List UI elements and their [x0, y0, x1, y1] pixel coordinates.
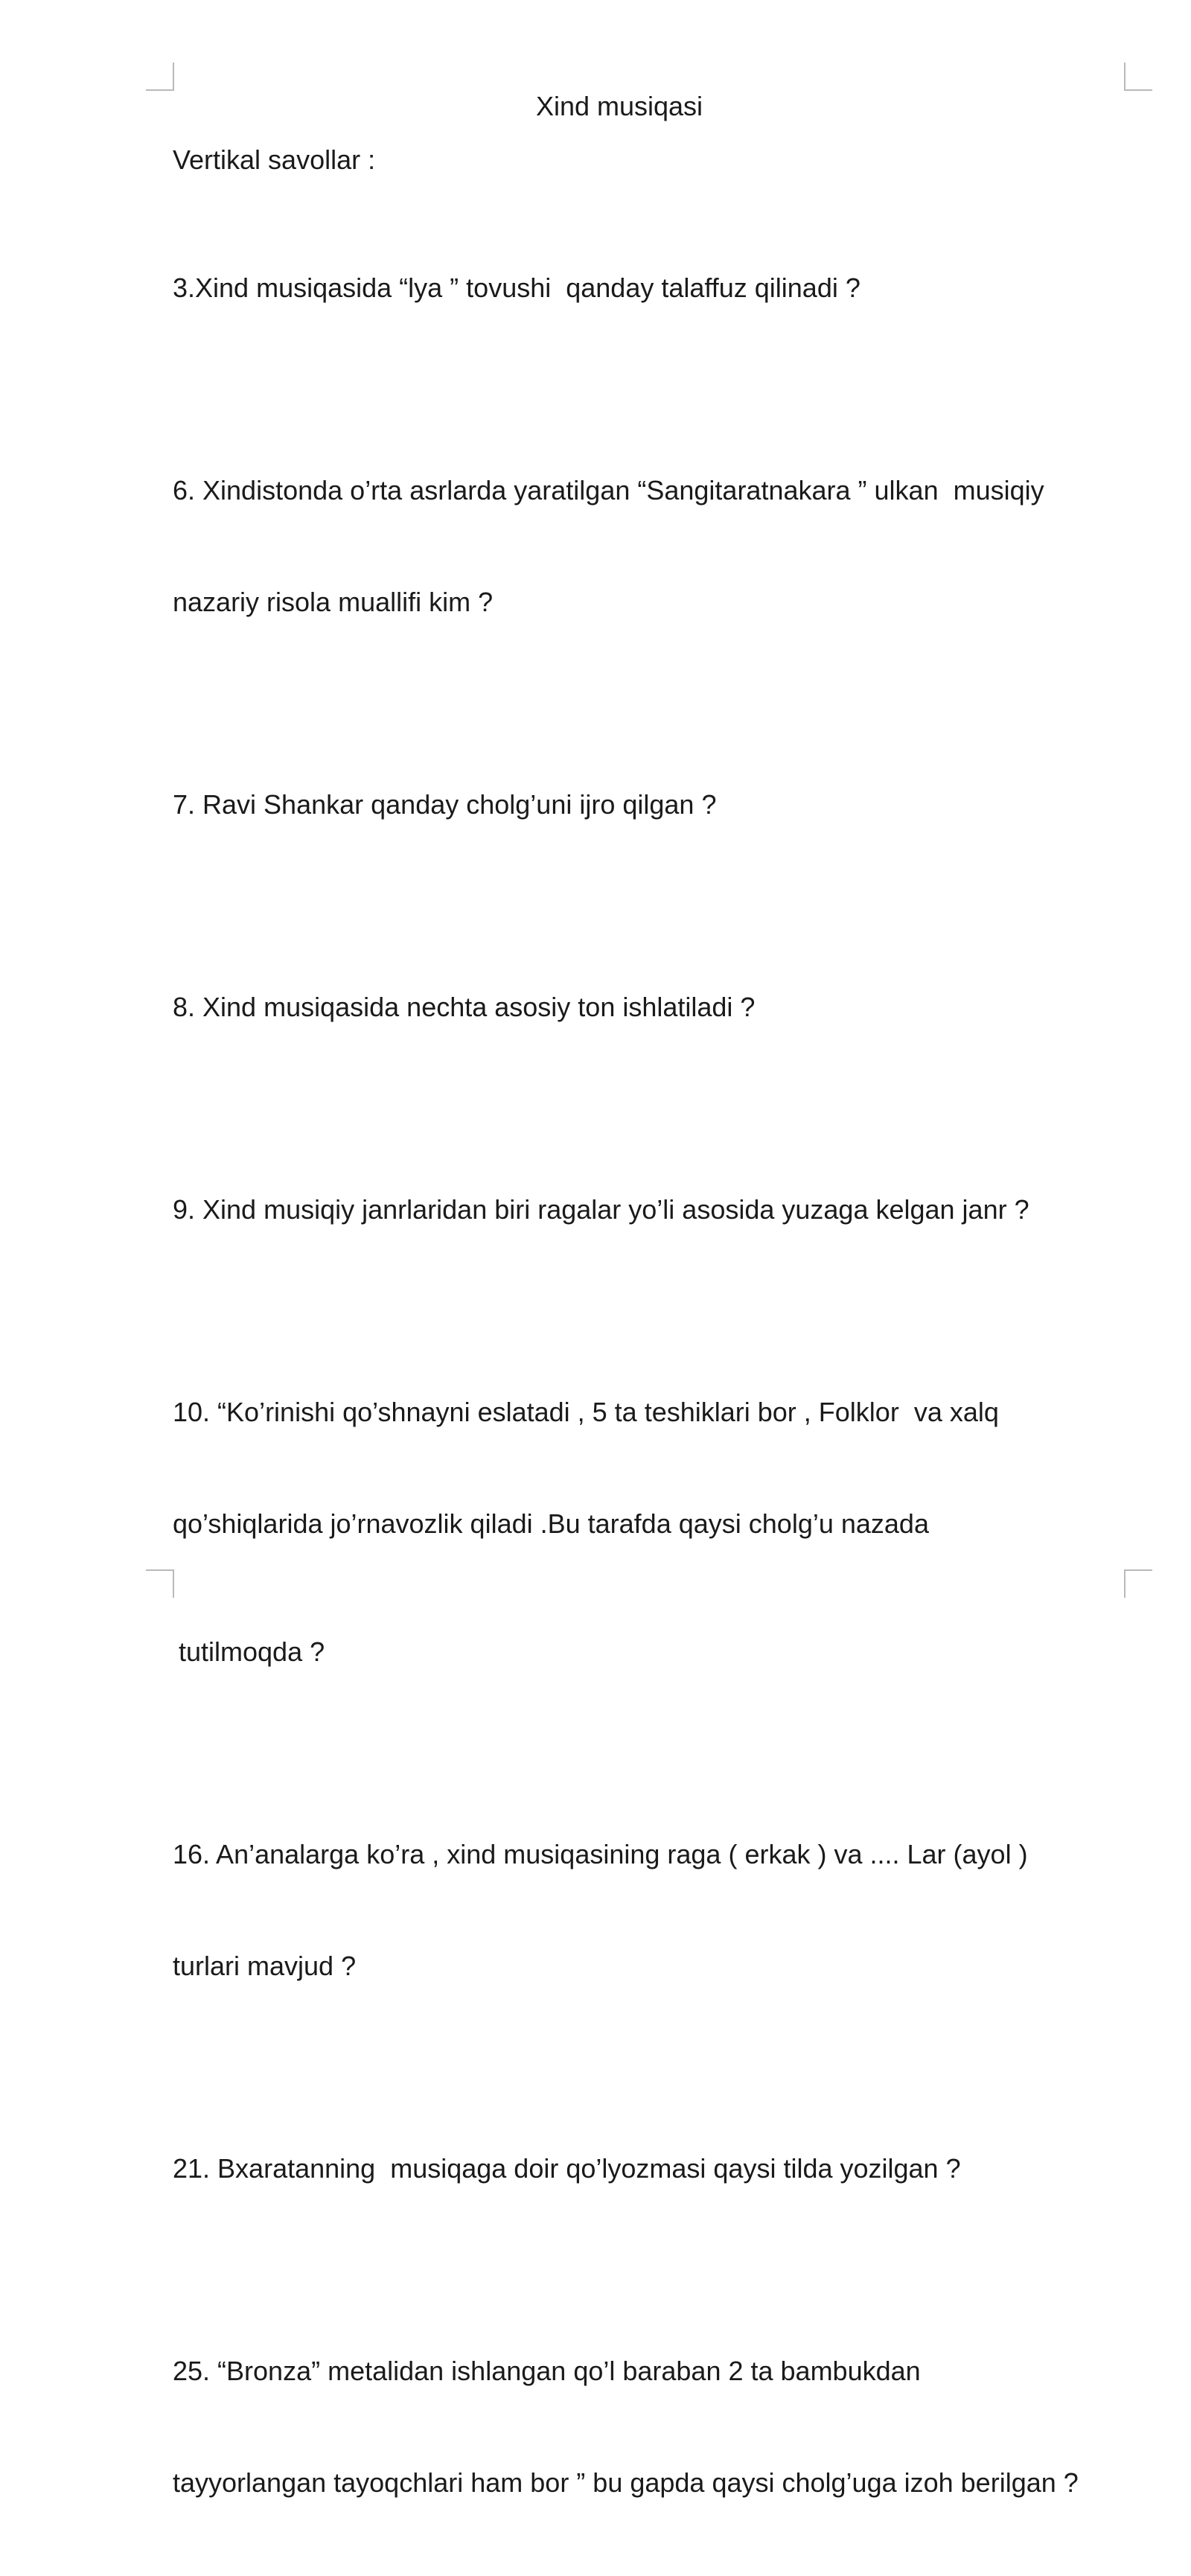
page-corner-mark-bottom-left [146, 1569, 174, 1598]
question-line: 25. “Bronza” metalidan ishlangan qo’l baraban 2 ta bambukdan [173, 2356, 921, 2386]
question-item [173, 2278, 1140, 2576]
question-line: tutilmoqda ? [179, 1636, 325, 1667]
question-line: tayyorlangan tayoqchlari ham bor ” bu gapda qaysi cholg’uga izoh berilgan ? [173, 2467, 1079, 2498]
page-content [173, 88, 1140, 2576]
page-corner-mark-top-right [1124, 63, 1152, 91]
question-line: 3.Xind musiqasida “lya ” tovushi qanday talaffuz qilinadi ? [173, 272, 860, 303]
question-line: turlari mavjud ? [173, 1951, 357, 1981]
question-item [173, 914, 1140, 1100]
section-heading: Vertikal savollar : [173, 144, 376, 175]
question-item [173, 1319, 1140, 1745]
question-line: 7. Ravi Shankar qanday cholg’uni ijro qilgan ? [173, 789, 717, 820]
question-item [173, 2076, 1140, 2262]
question-line: qo’shiqlarida jo’rnavozlik qiladi .Bu tarafda qaysi cholg’u nazada [173, 1508, 929, 1539]
question-item [173, 398, 1140, 695]
question-line: 21. Bxaratanning musiqaga doir qo’lyozmasi qaysi tilda yozilgan ? [173, 2153, 961, 2184]
question-line: 9. Xind musiqiy janrlaridan biri ragalar yo’li asosida yuzaga kelgan janr ? [173, 1194, 1029, 1225]
question-line: 8. Xind musiqasida nechta asosiy ton ishlatiladi ? [173, 992, 756, 1022]
question-line: 16. An’analarga ko’ra , xind musiqasining raga ( erkak ) va .... Lar (ayol ) [173, 1839, 1028, 1869]
question-list [173, 195, 1140, 2576]
question-line: 10. “Ko’rinishi qo’shnayni eslatadi , 5 ta teshiklari bor , Folklor va xalq [173, 1397, 999, 1427]
question-line: nazariy risola muallifi kim ? [173, 587, 494, 617]
question-item [173, 712, 1140, 898]
page-corner-mark-top-left [146, 63, 174, 91]
question-item [173, 1117, 1140, 1303]
question-item [173, 1762, 1140, 2059]
question-line: 6. Xindistonda o’rta asrlarda yaratilgan “Sangitaratnakara ” ulkan musiqiy [173, 475, 1044, 506]
document-title: Xind musiqasi [535, 91, 703, 121]
question-item [173, 195, 1140, 381]
